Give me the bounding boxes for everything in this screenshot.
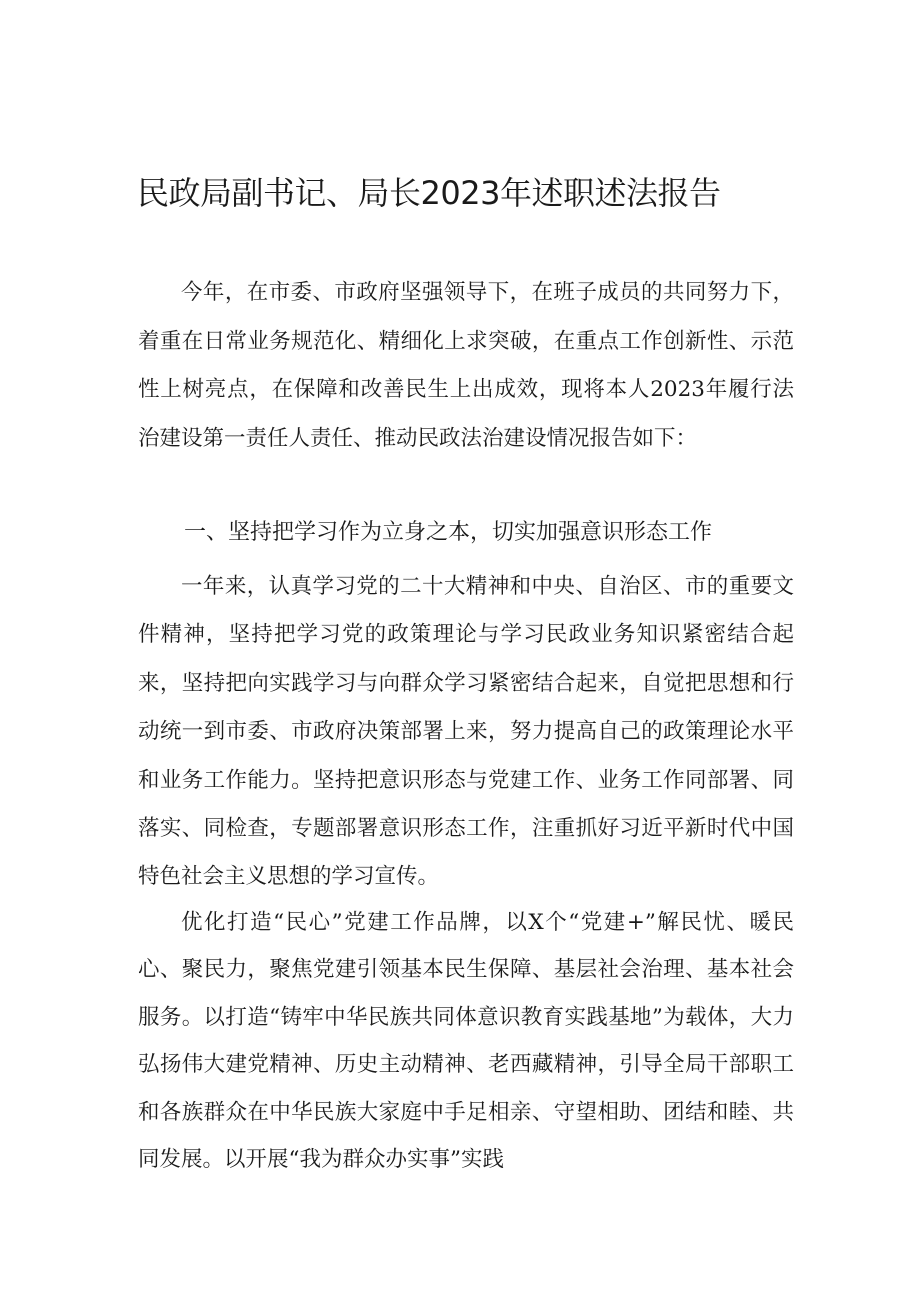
section-heading-1: 一、坚持把学习作为立身之本，切实加强意识形态工作 xyxy=(184,520,713,545)
intro-paragraph: 今年，在市委、市政府坚强领导下，在班子成员的共同努力下，着重在日常业务规范化、精细化上求突破，在重点工作创新性、示范性上树亮点，在保障和改善民生上出成效，现将本人2023年履行法治建设第一责任人责任、推动民政法治建设情况报告如下： xyxy=(138,280,794,451)
section-1-paragraph-2: 优化打造“民心”党建工作品牌，以X个“党建+”解民忧、暖民心、聚民力，聚焦党建引领基本民生保障、基层社会治理、基本社会服务。以打造“铸牢中华民族共同体意识教育实践基地”为载体，大力弘扬伟大建党精神、历史主动精神、老西藏精神，引导全局干部职工和各族群众在中华民族大家庭中手足相亲、守望相助、团结和睦、共同发展。以开展“我为群众办实事”实践 xyxy=(138,910,794,1173)
document-title: 民政局副书记、局长2023年述职述法报告 xyxy=(137,174,721,212)
section-1-paragraph-1: 一年来，认真学习党的二十大精神和中央、自治区、市的重要文件精神，坚持把学习党的政策理论与学习民政业务知识紧密结合起来，坚持把向实践学习与向群众学习紧密结合起来，自觉把思想和行动统一到市委、市政府决策部署上来，努力提高自己的政策理论水平和业务工作能力。坚持把意识形态与党建工作、业务工作同部署、同落实、同检查，专题部署意识形态工作，注重抓好习近平新时代中国特色社会主义思想的学习宣传。 xyxy=(138,574,794,890)
